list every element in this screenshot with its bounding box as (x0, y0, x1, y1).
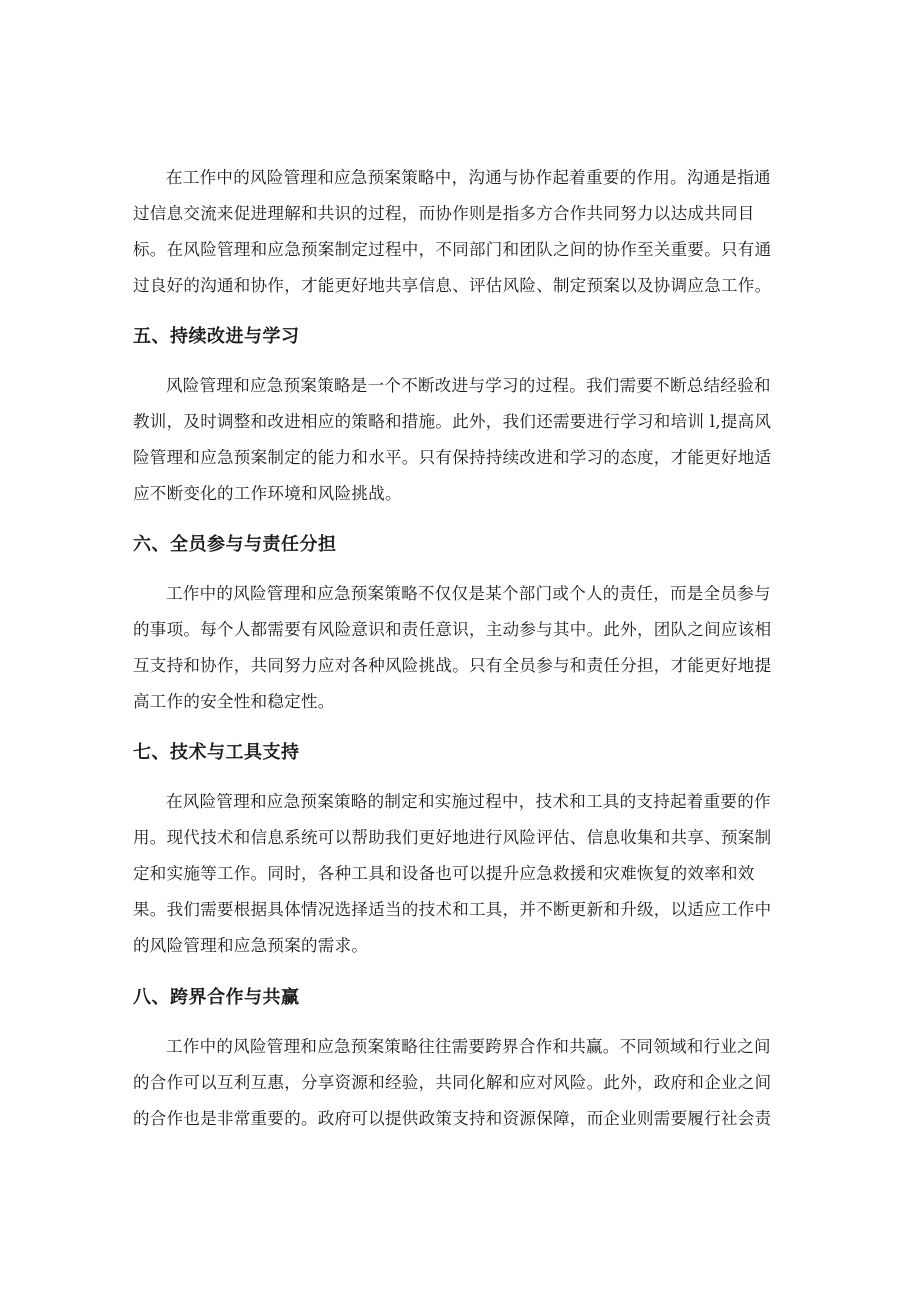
paragraph-continuous-improvement (133, 368, 785, 512)
section-heading-5: 五、持续改进与学习 (133, 326, 300, 347)
paragraph-line: 风险管理和应急预案策略是一个不断改进与学习的过程。我们需要不断总结经验和 (166, 376, 771, 395)
paragraph-line: 的合作可以互利互惠，分享资源和经验，共同化解和应对风险。此外，政府和企业之间 (133, 1073, 772, 1092)
paragraph-line: 定和实施等工作。同时，各种工具和设备也可以提升应急救援和灾难恢复的效率和效 (133, 864, 755, 883)
paragraph-line: 果。我们需要根据具体情况选择适当的技术和工具，并不断更新和升级，以适应工作中 (133, 900, 772, 919)
paragraph-line: 高工作的安全性和稳定性。 (133, 692, 335, 711)
paragraph-line: 的事项。每个人都需要有风险意识和责任意识，主动参与其中。此外，团队之间应该相 (133, 620, 772, 639)
paragraph-line: 险管理和应急预案制定的能力和水平。只有保持持续改进和学习的态度，才能更好地适 (133, 448, 772, 467)
paragraph-line: 过良好的沟通和协作，才能更好地共享信息、评估风险、制定预案以及协调应急工作。 (133, 276, 772, 295)
paragraph-line: 用。现代技术和信息系统可以帮助我们更好地进行风险评估、信息收集和共享、预案制 (133, 828, 772, 847)
paragraph-line: 在工作中的风险管理和应急预案策略中，沟通与协作起着重要的作用。沟通是指通 (166, 168, 771, 187)
paragraph-line: 的合作也是非常重要的。政府可以提供政策支持和资源保障，而企业则需要履行社会责 (133, 1109, 772, 1128)
paragraph-line: 教训，及时调整和改进相应的策略和措施。此外，我们还需要进行学习和培训 l,提高风 (133, 412, 772, 431)
paragraph-line: 过信息交流来促进理解和共识的过程，而协作则是指多方合作共同努力以达成共同目 (133, 204, 755, 223)
section-heading-8: 八、跨界合作与共赢 (133, 987, 300, 1008)
paragraph-line: 工作中的风险管理和应急预案策略往往需要跨界合作和共赢。不同领域和行业之间 (166, 1037, 771, 1056)
paragraph-communication (133, 160, 785, 304)
paragraph-cross-border (133, 1029, 785, 1137)
paragraph-line: 工作中的风险管理和应急预案策略不仅仅是某个部门或个人的责任，而是全员参与 (166, 584, 771, 603)
paragraph-line: 互支持和协作，共同努力应对各种风险挑战。只有全员参与和责任分担，才能更好地提 (133, 656, 772, 675)
section-heading-6: 六、全员参与与责任分担 (133, 534, 337, 555)
paragraph-line: 在风险管理和应急预案策略的制定和实施过程中，技术和工具的支持起着重要的作 (166, 792, 771, 811)
paragraph-line: 标。在风险管理和应急预案制定过程中，不同部门和团队之间的协作至关重要。只有通 (133, 240, 772, 259)
paragraph-full-participation (133, 576, 785, 720)
paragraph-line: 应不断变化的工作环境和风险挑战。 (133, 484, 402, 503)
paragraph-tech-support (133, 784, 785, 964)
section-heading-7: 七、技术与工具支持 (133, 742, 300, 763)
paragraph-line: 的风险管理和应急预案的需求。 (133, 936, 369, 955)
